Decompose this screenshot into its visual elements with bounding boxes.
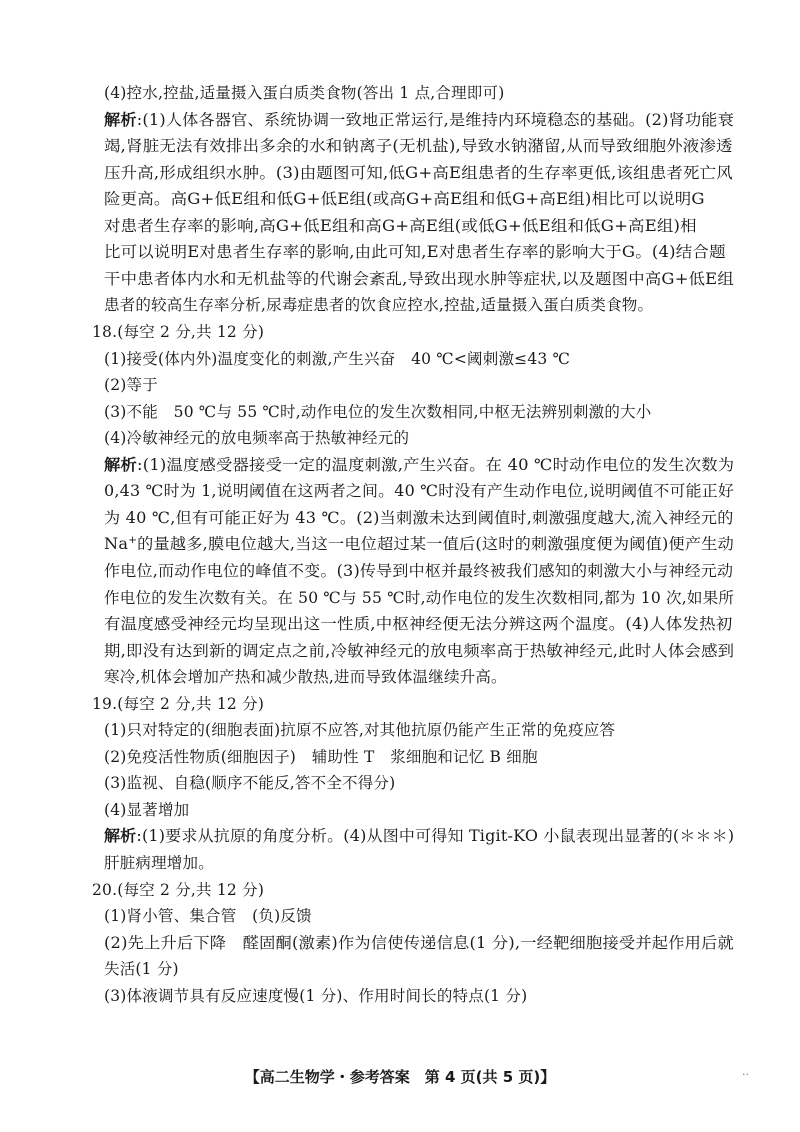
answer-line: 有温度感受神经元均呈现出这一性质,中枢神经便无法分辨这两个温度。(4)人体发热初 xyxy=(104,615,733,633)
answer-line: 险更高。高G+低E组和低G+低E组(或高G+高E组和低G+高E组)相比可以说明G xyxy=(104,190,705,209)
answer-line: 作电位的发生次数有关。在 50 ℃与 55 ℃时,动作电位的发生次数相同,都为 10 次,如果所 xyxy=(104,588,735,607)
answer-line: 解析:(1)要求从抗原的角度分析。(4)从图中可得知 Tigit-KO 小鼠表现出显著的(＊＊＊) xyxy=(104,826,735,846)
answer-line: 0,43 ℃时为 1,说明阈值在这两者之间。40 ℃时没有产生动作电位,说明阈值不可能正好 xyxy=(104,482,735,501)
answer-line: (2)等于 xyxy=(104,376,158,395)
answer-line: 解析:(1)温度感受器接受一定的温度刺激,产生兴奋。在 40 ℃时动作电位的发生次数为 xyxy=(104,454,735,474)
question-header: 20.(每空 2 分,共 12 分) xyxy=(92,880,265,899)
answer-line: Na+的量越多,膜电位越大,当这一电位超过某一值后(这时的刺激强度便为阈值)便产生动 xyxy=(104,535,735,554)
answer-line: 干中患者体内水和无机盐等的代谢会紊乱,导致出现水肿等症状,以及题图中高G+低E组 xyxy=(104,269,734,288)
answer-line: 期,即没有达到新的调定点之前,冷敏神经元的放电频率高于热敏神经元,此时人体会感到 xyxy=(104,641,735,660)
answer-line: (2)先上升后下降 醛固酮(激素)作为信使传递信息(1 分),一经靶细胞接受并起作用后就 xyxy=(104,933,734,952)
answer-line: (3)监视、自稳(顺序不能反,答不全不得分) xyxy=(104,774,396,793)
answer-line: (1)肾小管、集合管 (负)反馈 xyxy=(104,907,312,926)
page-footer: 【高二生物学・参考答案 第 4 页(共 5 页)】 xyxy=(244,1068,556,1086)
answer-line: 比可以说明E对患者生存率的影响,由此可知,E对患者生存率的影响大于G。(4)结合题 xyxy=(104,243,726,262)
answer-line: 失活(1 分) xyxy=(104,960,179,979)
answer-line: (4)冷敏神经元的放电频率高于热敏神经元的 xyxy=(104,429,410,448)
answer-line: (1)接受(体内外)温度变化的刺激,产生兴奋 40 ℃<阈刺激≤43 ℃ xyxy=(104,349,571,368)
answer-line: 肝脏病理增加。 xyxy=(104,854,214,872)
answer-line: (1)只对特定的(细胞表面)抗原不应答,对其他抗原仍能产生正常的免疫应答 xyxy=(104,721,616,740)
answer-line: 作电位,而动作电位的峰值不变。(3)传导到中枢并最终被我们感知的刺激大小与神经元动 xyxy=(104,561,734,580)
answer-line: (3)体液调节具有反应速度慢(1 分)、作用时间长的特点(1 分) xyxy=(104,986,528,1005)
answer-line: 为 40 ℃,但有可能正好为 43 ℃。(2)当刺激未达到阈值时,刺激强度越大,流入神经元的 xyxy=(104,508,734,527)
answer-line: 压升高,形成组织水肿。(3)由题图可知,低G+高E组患者的生存率更低,该组患者死亡风 xyxy=(104,163,733,182)
answer-line: (3)不能 50 ℃与 55 ℃时,动作电位的发生次数相同,中枢无法辨别刺激的大小 xyxy=(104,402,652,421)
answer-line: (2)免疫活性物质(细胞因子) 辅助性 T 浆细胞和记忆 B 细胞 xyxy=(104,747,538,766)
answer-line: 对患者生存率的影响,高G+低E组和高G+高E组(或低G+低E组和低G+高E组)相 xyxy=(104,216,697,235)
answer-line: 解析:(1)人体各器官、系统协调一致地正常运行,是维持内环境稳态的基础。(2)肾功能衰 xyxy=(104,109,734,129)
answer-line: 竭,肾脏无法有效排出多余的水和钠离子(无机盐),导致水钠潴留,从而导致细胞外液渗透 xyxy=(104,137,733,156)
question-header: 19.(每空 2 分,共 12 分) xyxy=(92,694,265,713)
question-header: 18.(每空 2 分,共 12 分) xyxy=(92,323,265,341)
answer-line: 寒冷,机体会增加产热和减少散热,进而导致体温继续升高。 xyxy=(104,668,507,687)
answer-line: 患者的较高生存率分析,尿毒症患者的饮食应控水,控盐,适量摄入蛋白质类食物。 xyxy=(104,296,654,315)
corner-mark: ·· xyxy=(742,1068,749,1081)
answer-line: (4)显著增加 xyxy=(104,800,190,819)
answer-line: (4)控水,控盐,适量摄入蛋白质类食物(答出 1 点,合理即可) xyxy=(104,84,505,102)
